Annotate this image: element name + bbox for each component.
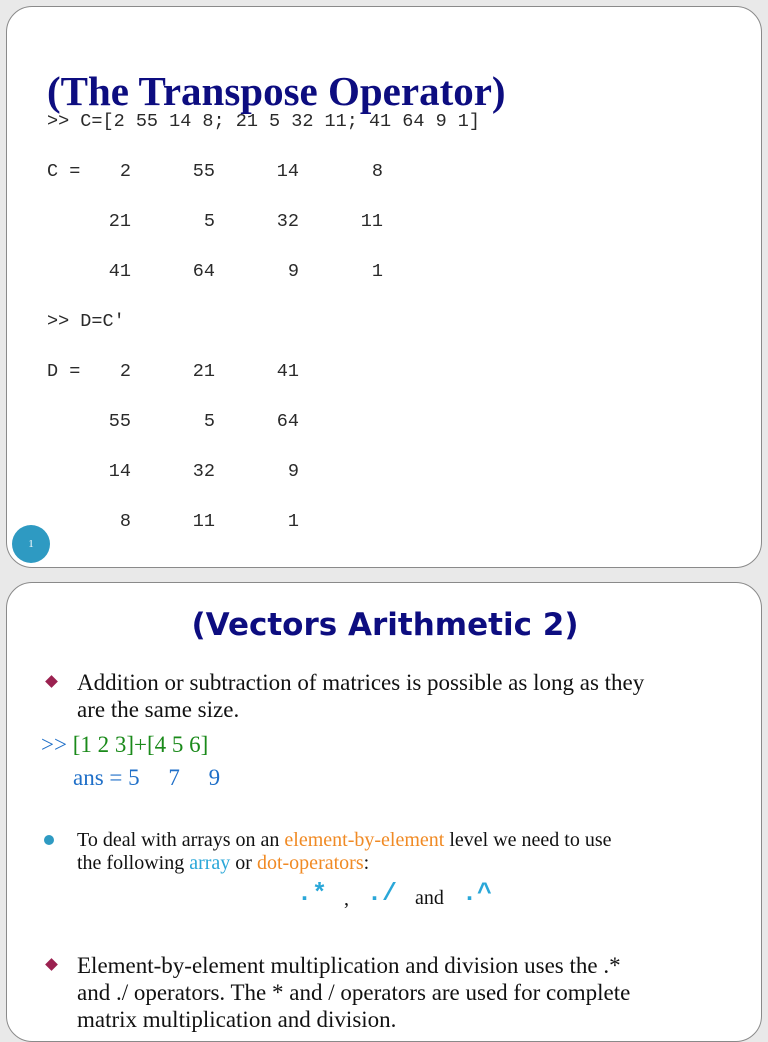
matrix-cell: 64: [276, 411, 299, 432]
matrix-cell: 64: [192, 261, 215, 282]
command-line-c: >> C=[2 55 14 8; 21 5 32 11; 41 64 9 1]: [47, 111, 480, 132]
matrix-cell: 2: [119, 361, 131, 382]
slide-transpose-operator: [6, 6, 762, 568]
code-prompt: [41, 731, 208, 758]
matrix-cell: 11: [192, 511, 215, 532]
bullet-text-line: Addition or subtraction of matrices is possible as long as they: [77, 670, 645, 695]
matrix-cell: 1: [371, 261, 383, 282]
matrix-cell: 9: [287, 261, 299, 282]
bullet-text-line: [77, 829, 612, 852]
text-span: :: [363, 852, 370, 874]
matrix-d-label: D =: [47, 361, 81, 382]
highlight-dot-operators: dot-operators: [256, 852, 364, 874]
operator-divide: ./: [367, 879, 398, 908]
dot-bullet-icon: [44, 835, 54, 845]
diamond-bullet-icon: [45, 958, 58, 971]
matrix-cell: 8: [119, 511, 131, 532]
matrix-cell: 5: [203, 211, 215, 232]
matrix-cell: 11: [360, 211, 383, 232]
bullet-text-line: [77, 852, 369, 875]
bullet-text-line: and ./ operators. The * and / operators are used for complete: [77, 980, 631, 1005]
matrix-cell: 32: [276, 211, 299, 232]
slide-vectors-arithmetic: [6, 582, 762, 1042]
bullet-text-line: are the same size.: [77, 697, 240, 722]
operator-separator: ,: [344, 888, 349, 910]
text-span: To deal with arrays on an: [77, 829, 285, 851]
matrix-cell: 41: [108, 261, 131, 282]
operator-and: and: [415, 887, 444, 909]
matrix-cell: 55: [108, 411, 131, 432]
matrix-cell: 21: [108, 211, 131, 232]
text-span: or: [230, 852, 257, 874]
bullet-text-line: Element-by-element multiplication and division uses the .*: [77, 953, 621, 978]
matrix-cell: 9: [287, 461, 299, 482]
matrix-cell: 32: [192, 461, 215, 482]
slide-title: (Vectors Arithmetic 2): [191, 607, 579, 643]
matrix-cell: 55: [192, 161, 215, 182]
bullet-text-line: matrix multiplication and division.: [77, 1007, 397, 1032]
highlight-element-by-element: element-by-element: [284, 829, 445, 851]
matrix-cell: 41: [276, 361, 299, 382]
text-span: level we need to use: [444, 829, 612, 851]
matrix-cell: 1: [287, 511, 299, 532]
operator-times: .*: [297, 879, 328, 908]
matrix-c-label: C =: [47, 161, 81, 182]
matrix-cell: 14: [276, 161, 299, 182]
command-line-d: >> D=C': [47, 311, 125, 332]
page-number-badge: 1: [12, 525, 50, 563]
matrix-cell: 8: [371, 161, 383, 182]
diamond-bullet-icon: [45, 675, 58, 688]
highlight-array: array: [189, 852, 231, 874]
operator-power: .^: [462, 879, 493, 908]
text-span: the following: [77, 852, 190, 874]
matrix-cell: 14: [108, 461, 131, 482]
prompt-symbol: >>: [41, 732, 73, 757]
matrix-cell: 2: [119, 161, 131, 182]
answer-line: ans = 5 7 9: [73, 765, 221, 790]
code-expression: [1 2 3]+[4 5 6]: [72, 732, 209, 757]
matrix-cell: 21: [192, 361, 215, 382]
matrix-cell: 5: [203, 411, 215, 432]
slide-title: (The Transpose Operator): [47, 68, 506, 114]
